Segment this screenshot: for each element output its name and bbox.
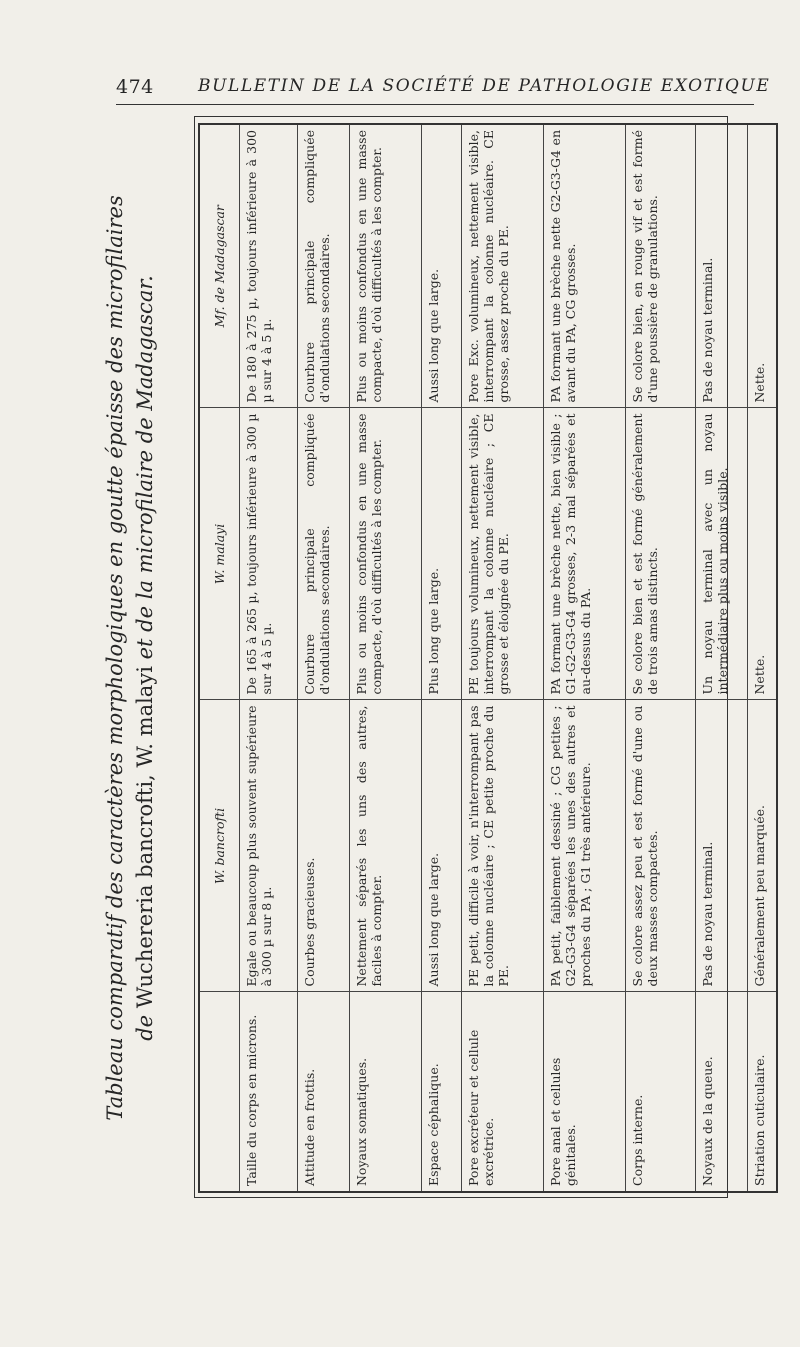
caption-line-1: Tableau comparatif des caractères morphologiques en goutte épaisse des microfilaires bbox=[103, 195, 127, 1121]
bancrofti-cell: Se colore assez peu et est formé d'une ou deux masses compactes. bbox=[625, 700, 695, 992]
madagascar-cell: Pore Exc. volumineux, nettement visible, interrompant la colonne nucléaire. CE grosse, assez proche du PE. bbox=[461, 124, 543, 408]
table-row bbox=[543, 124, 625, 1192]
bancrofti-cell: Courbes gracieuses. bbox=[297, 700, 349, 992]
table-row bbox=[625, 124, 695, 1192]
malayi-cell: Un noyau terminal avec un noyau intermédiaire plus ou moins visible. bbox=[695, 408, 747, 700]
bancrofti-cell: Pas de noyau terminal. bbox=[695, 700, 747, 992]
malayi-cell: De 165 à 265 µ, toujours inférieure à 300 µ sur 4 à 5 µ. bbox=[239, 408, 297, 700]
caption-line-2 bbox=[130, 118, 160, 1198]
madagascar-cell: Pas de noyau terminal. bbox=[695, 124, 747, 408]
madagascar-cell: Aussi long que large. bbox=[421, 124, 461, 408]
malayi-cell: Se colore bien et est formé généralement de trois amas distincts. bbox=[625, 408, 695, 700]
malayi-cell: Courbure principale compliquée d'ondulations secondaires. bbox=[297, 408, 349, 700]
malayi-cell: PA formant une brèche nette, bien visible ; G1-G2-G3-G4 grosses, 2-3 mal séparées et au-dessus du PA. bbox=[543, 408, 625, 700]
table-row bbox=[695, 124, 747, 1192]
table-row bbox=[297, 124, 349, 1192]
madagascar-cell: PA formant une brèche nette G2-G3-G4 en avant du PA, CG grosses. bbox=[543, 124, 625, 408]
header-rule bbox=[116, 104, 754, 105]
header-empty bbox=[199, 992, 239, 1192]
header-bancrofti: W. bancrofti bbox=[199, 700, 239, 992]
malayi-cell: Plus long que large. bbox=[421, 408, 461, 700]
row-label-cell: Noyaux de la queue. bbox=[695, 992, 747, 1192]
row-label-cell: Taille du corps en microns. bbox=[239, 992, 297, 1192]
row-label-cell: Striation cuticulaire. bbox=[747, 992, 777, 1192]
row-label-cell: Attitude en frottis. bbox=[297, 992, 349, 1192]
madagascar-cell: Nette. bbox=[747, 124, 777, 408]
row-label-cell: Pore anal et cellules génitales. bbox=[543, 992, 625, 1192]
bancrofti-cell: Egale ou beaucoup plus souvent supérieure à 300 µ sur 8 µ. bbox=[239, 700, 297, 992]
caption-suffix: et de la microfilaire de Madagascar. bbox=[133, 275, 157, 660]
header-madagascar: Mf. de Madagascar bbox=[199, 124, 239, 408]
row-label-cell: Noyaux somatiques. bbox=[349, 992, 421, 1192]
madagascar-cell: Se colore bien, en rouge vif et est formé d'une poussière de granulations. bbox=[625, 124, 695, 408]
rotated-table-block bbox=[100, 118, 767, 1198]
row-label-cell: Pore excréteur et cellule excrétrice. bbox=[461, 992, 543, 1192]
table-frame bbox=[194, 116, 767, 1198]
table-row bbox=[239, 124, 297, 1192]
bancrofti-cell: Nettement séparés les uns des autres, faciles à compter. bbox=[349, 700, 421, 992]
table-row bbox=[461, 124, 543, 1192]
caption-species: Wuchereria bancrofti, W. malayi bbox=[133, 666, 157, 1009]
madagascar-cell: Plus ou moins confondus en une masse compacte, d'où difficultés à les compter. bbox=[349, 124, 421, 408]
malayi-cell: Nette. bbox=[747, 408, 777, 700]
table-row bbox=[747, 124, 777, 1192]
madagascar-cell: Courbure principale compliquée d'ondulations secondaires. bbox=[297, 124, 349, 408]
bancrofti-cell: PE petit, difficile à voir, n'interrompant pas la colonne nucléaire ; CE petite proche du PE. bbox=[461, 700, 543, 992]
caption-de: de bbox=[133, 1014, 157, 1041]
bancrofti-cell: Généralement peu marquée. bbox=[747, 700, 777, 992]
bancrofti-cell: Aussi long que large. bbox=[421, 700, 461, 992]
table-caption bbox=[100, 118, 160, 1198]
table-row bbox=[349, 124, 421, 1192]
madagascar-cell: De 180 à 275 µ, toujours inférieure à 300 µ sur 4 à 5 µ. bbox=[239, 124, 297, 408]
table-body bbox=[239, 124, 777, 1192]
row-label-cell: Espace céphalique. bbox=[421, 992, 461, 1192]
malayi-cell: Plus ou moins confondus en une masse compacte, d'où difficultés à les compter. bbox=[349, 408, 421, 700]
row-label-cell: Corps interne. bbox=[625, 992, 695, 1192]
table-header-row bbox=[199, 124, 239, 1192]
comparison-table bbox=[198, 123, 778, 1193]
header-malayi: W. malayi bbox=[199, 408, 239, 700]
bancrofti-cell: PA petit, faiblement dessiné ; CG petites ; G2-G3-G4 séparées les unes des autres et proches du PA ; G1 très antérieure. bbox=[543, 700, 625, 992]
page-number: 474 bbox=[116, 76, 154, 98]
running-title: BULLETIN DE LA SOCIÉTÉ DE PATHOLOGIE EXOTIQUE bbox=[198, 76, 771, 96]
table-row bbox=[421, 124, 461, 1192]
malayi-cell: PE toujours volumineux, nettement visible, interrompant la colonne nucléaire ; CE grosse et éloignée du PE. bbox=[461, 408, 543, 700]
